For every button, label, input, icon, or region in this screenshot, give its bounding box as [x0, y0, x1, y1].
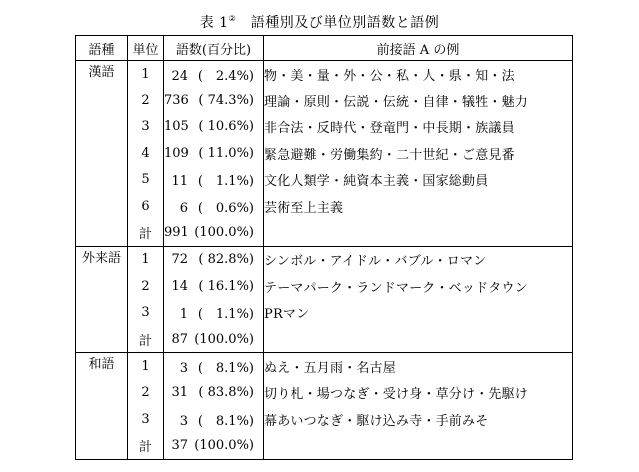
table-row [76, 326, 573, 353]
unit-cell: 5 [128, 167, 164, 193]
table-row [76, 140, 573, 166]
count-cell [164, 219, 264, 246]
table-row [76, 61, 573, 88]
count-number: 991 [164, 225, 189, 241]
count-cell [164, 326, 264, 353]
count-percent: (100.0%) [194, 331, 254, 347]
count-cell [164, 406, 264, 432]
word-type-cell: 和語 [76, 353, 128, 460]
count-cell [164, 380, 264, 406]
table-caption [0, 10, 639, 32]
count-cell [164, 432, 264, 459]
unit-cell: 計 [128, 432, 164, 459]
caption-title: 語種別及び単位別語数と語例 [236, 15, 440, 31]
example-cell: 理論・原則・伝説・伝統・自律・犠牲・魅力 [264, 87, 573, 113]
example-cell [264, 326, 573, 353]
example-cell: ぬえ・五月雨・名古屋 [264, 353, 573, 380]
count-percent: ( 1.1%) [197, 307, 254, 323]
header-example: 前接語 A の例 [264, 36, 573, 61]
count-number: 11 [171, 174, 188, 190]
table-header-row [76, 36, 573, 61]
word-type-cell: 漢語 [76, 61, 128, 247]
count-cell [164, 61, 264, 88]
count-number: 87 [171, 331, 188, 347]
table-row [76, 246, 573, 273]
count-number: 105 [164, 119, 189, 135]
count-number: 24 [171, 68, 188, 84]
unit-cell: 1 [128, 246, 164, 273]
count-percent: ( 11.0%) [198, 145, 254, 161]
count-cell [164, 300, 264, 326]
example-cell: 幕あいつなぎ・駆け込み寺・手前みそ [264, 406, 573, 432]
table-row [76, 380, 573, 406]
example-cell: 切り札・場つなぎ・受け身・草分け・先駆け [264, 380, 573, 406]
unit-cell: 2 [128, 273, 164, 299]
example-cell: 文化人類学・純資本主義・国家総動員 [264, 167, 573, 193]
count-percent: ( 10.6%) [198, 119, 254, 135]
table-row [76, 114, 573, 140]
count-number: 3 [179, 413, 188, 429]
table-row [76, 193, 573, 219]
unit-cell: 計 [128, 219, 164, 246]
unit-cell: 3 [128, 406, 164, 432]
count-number: 3 [179, 360, 188, 376]
unit-cell: 6 [128, 193, 164, 219]
count-percent: ( 8.1%) [197, 413, 254, 429]
count-number: 736 [164, 93, 189, 109]
unit-cell: 3 [128, 114, 164, 140]
header-unit: 単位 [128, 36, 164, 61]
header-word-type: 語種 [76, 36, 128, 61]
count-cell [164, 114, 264, 140]
count-percent: (100.0%) [194, 225, 254, 241]
table-row [76, 353, 573, 380]
count-number: 1 [179, 307, 188, 323]
count-cell [164, 167, 264, 193]
unit-cell: 2 [128, 87, 164, 113]
table-row [76, 219, 573, 246]
table-row [76, 432, 573, 459]
example-cell [264, 219, 573, 246]
count-percent: ( 0.6%) [197, 200, 254, 216]
example-cell: 緊急避難・労働集約・二十世紀・ご意見番 [264, 140, 573, 166]
word-type-cell: 外来語 [76, 246, 128, 353]
unit-cell: 計 [128, 326, 164, 353]
example-cell [264, 432, 573, 459]
unit-cell: 2 [128, 380, 164, 406]
count-percent: ( 16.1%) [198, 278, 254, 294]
count-number: 72 [171, 252, 188, 268]
count-cell [164, 273, 264, 299]
count-number: 37 [171, 438, 188, 454]
count-percent: ( 1.1%) [197, 174, 254, 190]
count-cell [164, 193, 264, 219]
count-percent: ( 82.8%) [198, 252, 254, 268]
count-cell [164, 353, 264, 380]
table-row [76, 87, 573, 113]
table-row [76, 273, 573, 299]
unit-cell: 4 [128, 140, 164, 166]
unit-cell: 1 [128, 353, 164, 380]
caption-label: 表 1 [199, 15, 229, 31]
example-cell: 非合法・反時代・登竜門・中長期・族議員 [264, 114, 573, 140]
count-number: 14 [171, 278, 188, 294]
table-row [76, 300, 573, 326]
count-percent: ( 74.3%) [198, 93, 254, 109]
example-cell: PRマン [264, 300, 573, 326]
count-cell [164, 140, 264, 166]
count-cell [164, 87, 264, 113]
count-percent: ( 2.4%) [197, 68, 254, 84]
unit-cell: 1 [128, 61, 164, 88]
table-body [76, 61, 573, 460]
count-percent: ( 83.8%) [198, 385, 254, 401]
count-number: 31 [171, 385, 188, 401]
count-number: 109 [164, 145, 189, 161]
unit-cell: 3 [128, 300, 164, 326]
caption-superscript: ② [228, 14, 237, 23]
example-cell: 芸術至上主義 [264, 193, 573, 219]
example-cell: テーマパーク・ランドマーク・ベッドタウン [264, 273, 573, 299]
count-number: 6 [179, 200, 188, 216]
count-percent: ( 8.1%) [197, 360, 254, 376]
example-cell: シンボル・アイドル・バブル・ロマン [264, 246, 573, 273]
word-type-table [75, 35, 573, 460]
table-row [76, 167, 573, 193]
example-cell: 物・美・量・外・公・私・人・県・知・法 [264, 61, 573, 88]
table-row [76, 406, 573, 432]
header-count: 語数(百分比) [164, 36, 264, 61]
count-percent: (100.0%) [194, 438, 254, 454]
count-cell [164, 246, 264, 273]
